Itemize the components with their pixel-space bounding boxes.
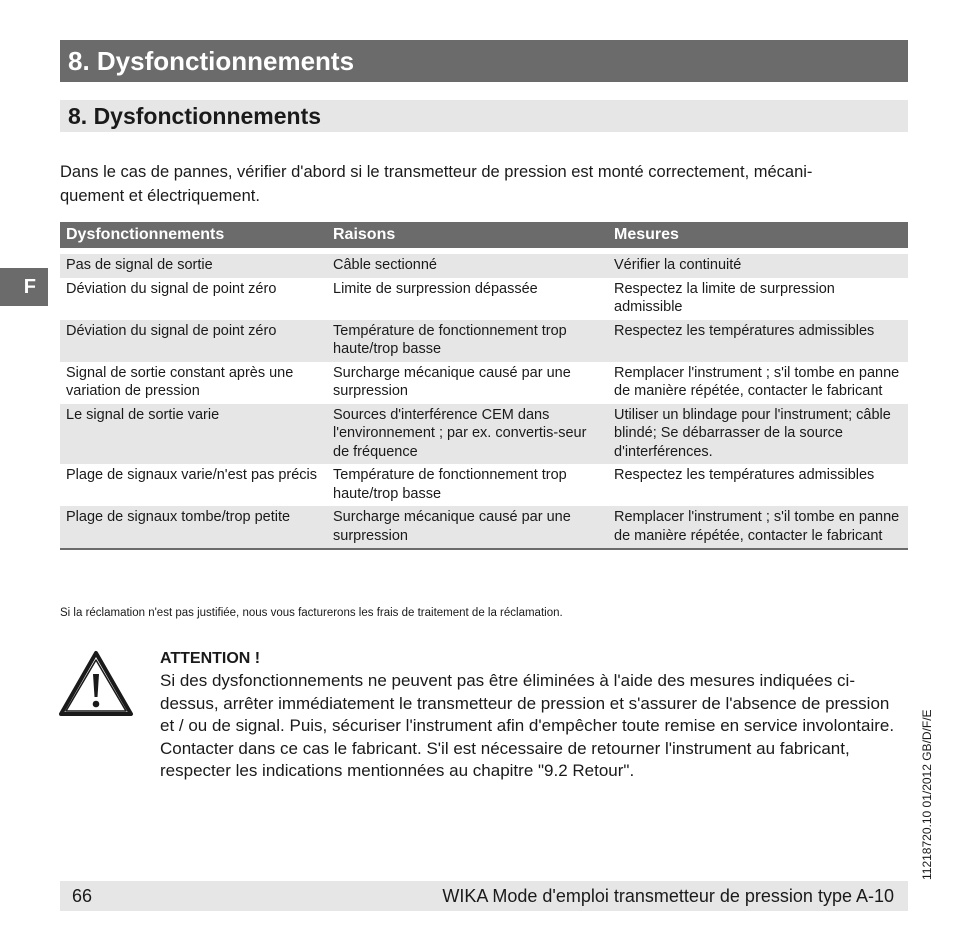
- table-cell: Plage de signaux tombe/trop petite: [60, 506, 327, 549]
- table-cell: Surcharge mécanique causé par une surpression: [327, 506, 608, 549]
- table-cell: Plage de signaux varie/n'est pas précis: [66, 467, 318, 483]
- table-cell: Respectez les températures admissibles: [608, 320, 908, 362]
- warning-triangle-icon: [58, 650, 134, 718]
- intro-line: Dans le cas de pannes, vérifier d'abord si le transmetteur de pression est monté correctement, mécani-: [60, 163, 813, 181]
- table-header-row: [60, 222, 908, 248]
- footnote: Si la réclamation n'est pas justifiée, nous vous facturerons les frais de traitement de la réclamation.: [60, 607, 563, 619]
- table-row: [60, 254, 908, 278]
- table-row: [60, 404, 908, 465]
- page-number: 66: [72, 886, 93, 906]
- chapter-title-bar: [60, 40, 908, 82]
- intro-line: quement et électriquement.: [60, 187, 260, 205]
- table-cell: Surcharge mécanique causé par une surpression: [333, 364, 571, 399]
- chapter-title: 8. Dysfonctionnements: [68, 46, 355, 76]
- table-cell: Température de fonctionnement trop haute/trop basse: [327, 320, 608, 362]
- table-cell: Limite de surpression dépassée: [333, 280, 538, 297]
- table-cell: Respectez la limite de surpression admissible: [614, 280, 835, 315]
- table-cell: Déviation du signal de point zéro: [60, 320, 327, 362]
- table-cell: Signal de sortie constant après une variation de pression: [66, 364, 294, 399]
- table-cell: Déviation du signal de point zéro: [66, 280, 277, 297]
- footer-title: WIKA Mode d'emploi transmetteur de pression type A-10: [442, 886, 894, 906]
- table-row: [60, 278, 908, 320]
- intro-paragraph: [60, 160, 910, 208]
- column-header-measures: Mesures: [608, 222, 908, 248]
- table-cell: Sources d'interférence CEM dans l'environnement ; par ex. convertis-seur de fréquence: [327, 404, 608, 465]
- table-cell: Température de fonctionnement trop haute/trop basse: [333, 467, 567, 502]
- table-cell: Remplacer l'instrument ; s'il tombe en panne de manière répétée, contacter le fabricant: [614, 364, 900, 399]
- attention-text: Si des dysfonctionnements ne peuvent pas être éliminées à l'aide des mesures indiquées ci-dessus, arrêter immédiatement le transmetteur de pression et s'assurer de l'absence de pression et / ou de signal. Puis, sécuriser l'instrument afin d'empêcher toute remise en service involontaire. Contacter dans ce cas le fabricant. S'il est nécessaire de retourner l'instrument au fabricant, respecter les indications mentionnées au chapitre "9.2 Retour".: [160, 671, 895, 780]
- table-cell: Respectez les températures admissibles: [614, 467, 875, 483]
- table-cell: Câble sectionné: [327, 254, 608, 278]
- language-tab: F: [0, 268, 48, 306]
- page-footer: [60, 881, 908, 911]
- table-cell: Utiliser un blindage pour l'instrument; câble blindé; Se débarrasser de la source d'interférences.: [608, 404, 908, 465]
- section-title: 8. Dysfonctionnements: [68, 103, 322, 129]
- table-cell: Pas de signal de sortie: [60, 254, 327, 278]
- column-header-reasons: Raisons: [327, 222, 608, 248]
- column-header-malfunctions: Dysfonctionnements: [60, 222, 327, 248]
- table-row: [60, 464, 908, 506]
- table-cell: Remplacer l'instrument ; s'il tombe en panne de manière répétée, contacter le fabricant: [608, 506, 908, 549]
- section-title-bar: [60, 100, 908, 132]
- table-cell: Vérifier la continuité: [608, 254, 908, 278]
- table-row: [60, 320, 908, 362]
- troubleshooting-table: [60, 222, 908, 550]
- table-cell: Le signal de sortie varie: [60, 404, 327, 465]
- attention-title: ATTENTION !: [160, 650, 261, 667]
- table-row: [60, 506, 908, 549]
- table-row: [60, 362, 908, 404]
- document-code: 11218720.10 01/2012 GB/D/F/E: [920, 709, 934, 880]
